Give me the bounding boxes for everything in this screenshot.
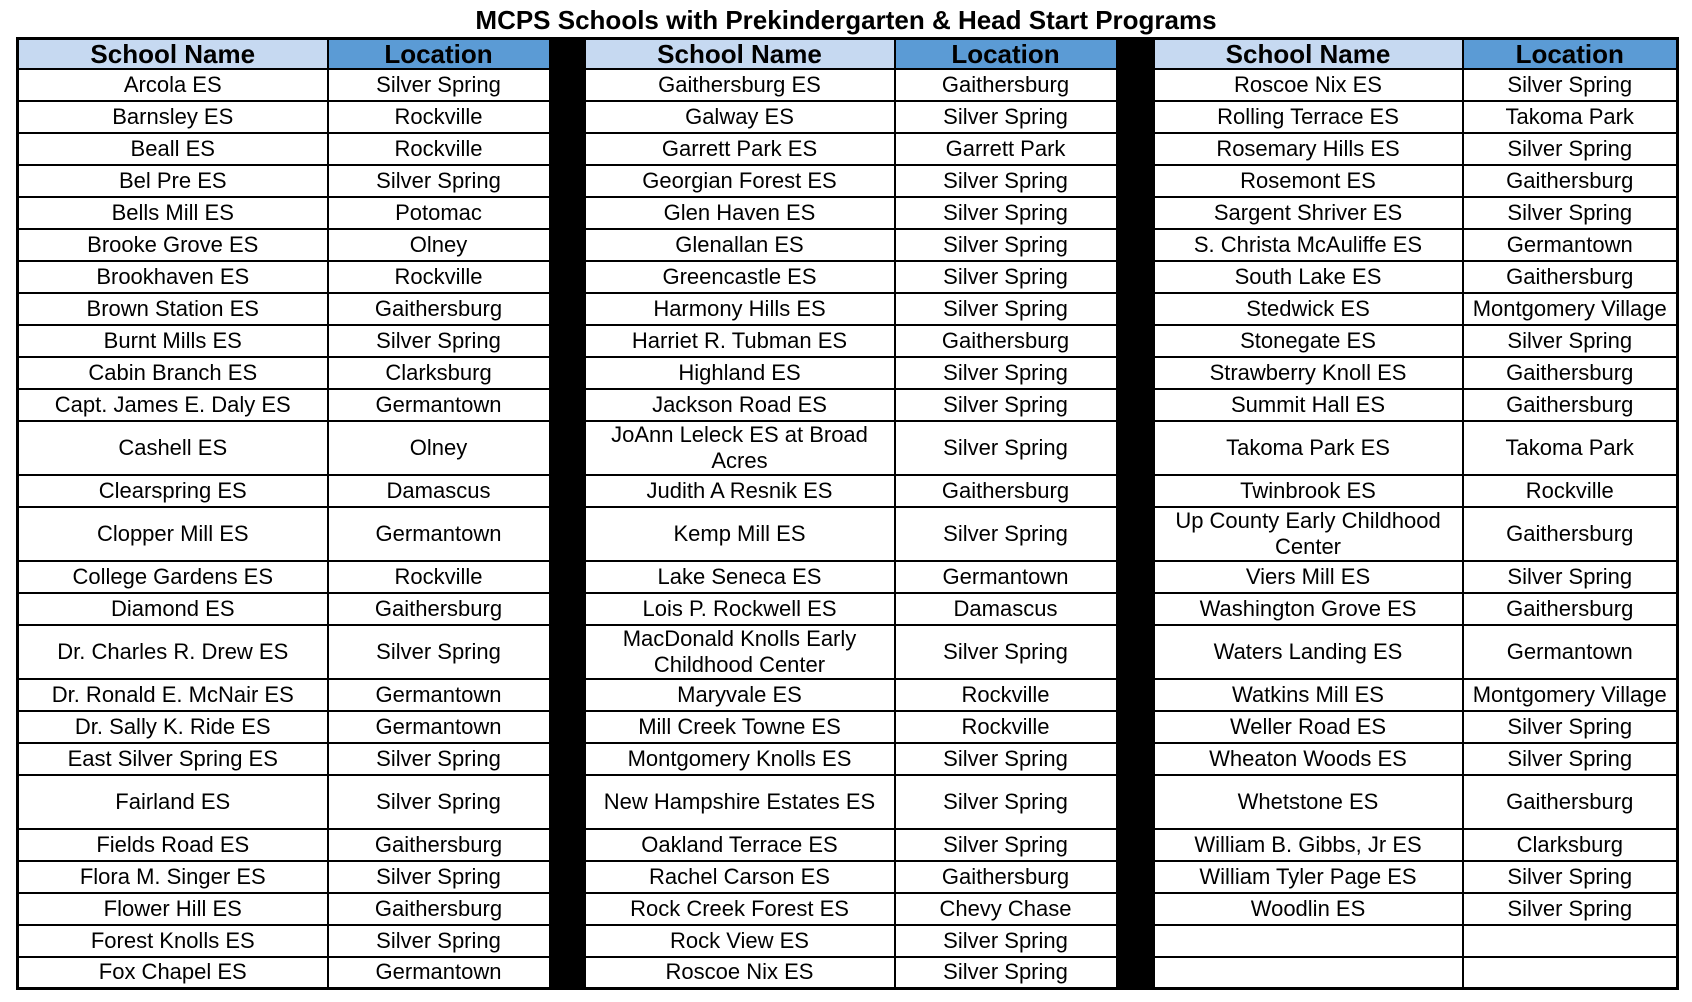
school-name-cell: Mill Creek Towne ES — [585, 711, 895, 743]
school-name-cell: Weller Road ES — [1154, 711, 1463, 743]
location-cell: Gaithersburg — [895, 325, 1117, 357]
table-row — [18, 775, 1678, 829]
location-cell: Silver Spring — [895, 101, 1117, 133]
school-name-cell: Sargent Shriver ES — [1154, 197, 1463, 229]
school-name-cell: Viers Mill ES — [1154, 561, 1463, 593]
location-cell: Rockville — [328, 101, 550, 133]
table-row — [18, 957, 1678, 989]
location-cell: Silver Spring — [895, 925, 1117, 957]
location-cell: Silver Spring — [1463, 561, 1678, 593]
school-name-cell: Gaithersburg ES — [585, 69, 895, 101]
location-cell: Olney — [328, 229, 550, 261]
school-name-cell: JoAnn Leleck ES at Broad Acres — [585, 421, 895, 475]
school-name-cell: Washington Grove ES — [1154, 593, 1463, 625]
school-name-cell: Strawberry Knoll ES — [1154, 357, 1463, 389]
school-name-cell: Garrett Park ES — [585, 133, 895, 165]
location-cell: Silver Spring — [895, 293, 1117, 325]
location-cell: Germantown — [1463, 229, 1678, 261]
school-name-cell: Cashell ES — [18, 421, 328, 475]
school-name-cell: Rock Creek Forest ES — [585, 893, 895, 925]
column-header-location: Location — [1463, 39, 1678, 69]
location-cell: Silver Spring — [895, 229, 1117, 261]
location-cell: Silver Spring — [328, 69, 550, 101]
school-name-cell: Roscoe Nix ES — [585, 957, 895, 989]
school-name-cell: Georgian Forest ES — [585, 165, 895, 197]
school-name-cell: Rock View ES — [585, 925, 895, 957]
school-name-cell: Rolling Terrace ES — [1154, 101, 1463, 133]
location-cell: Silver Spring — [895, 507, 1117, 561]
table-row — [18, 325, 1678, 357]
location-cell: Rockville — [895, 679, 1117, 711]
table-row — [18, 293, 1678, 325]
location-cell: Silver Spring — [895, 197, 1117, 229]
column-header-school-name: School Name — [18, 39, 328, 69]
school-name-cell: Fox Chapel ES — [18, 957, 328, 989]
location-cell — [1463, 925, 1678, 957]
location-cell: Germantown — [328, 679, 550, 711]
school-name-cell: Glenallan ES — [585, 229, 895, 261]
location-cell: Germantown — [328, 389, 550, 421]
location-cell: Rockville — [1463, 475, 1678, 507]
location-cell: Silver Spring — [895, 743, 1117, 775]
school-name-cell: South Lake ES — [1154, 261, 1463, 293]
column-header-location: Location — [895, 39, 1117, 69]
location-cell: Gaithersburg — [1463, 775, 1678, 829]
location-cell: Gaithersburg — [895, 69, 1117, 101]
location-cell: Gaithersburg — [1463, 261, 1678, 293]
school-name-cell: Forest Knolls ES — [18, 925, 328, 957]
school-name-cell: Lois P. Rockwell ES — [585, 593, 895, 625]
location-cell: Takoma Park — [1463, 421, 1678, 475]
location-cell: Gaithersburg — [1463, 593, 1678, 625]
location-cell: Rockville — [328, 133, 550, 165]
table-row — [18, 561, 1678, 593]
column-header-school-name: School Name — [1154, 39, 1463, 69]
school-name-cell: East Silver Spring ES — [18, 743, 328, 775]
table-row — [18, 893, 1678, 925]
location-cell: Silver Spring — [895, 775, 1117, 829]
school-name-cell: Whetstone ES — [1154, 775, 1463, 829]
location-cell: Silver Spring — [328, 625, 550, 679]
location-cell: Silver Spring — [1463, 133, 1678, 165]
school-name-cell: Rosemont ES — [1154, 165, 1463, 197]
location-cell: Silver Spring — [328, 325, 550, 357]
location-cell: Silver Spring — [1463, 711, 1678, 743]
table-row — [18, 69, 1678, 101]
location-cell: Montgomery Village — [1463, 293, 1678, 325]
location-cell: Gaithersburg — [1463, 389, 1678, 421]
header-row — [18, 39, 1678, 69]
school-name-cell: Highland ES — [585, 357, 895, 389]
table-row — [18, 261, 1678, 293]
school-name-cell: Jackson Road ES — [585, 389, 895, 421]
school-name-cell: Kemp Mill ES — [585, 507, 895, 561]
location-cell: Potomac — [328, 197, 550, 229]
table-row — [18, 197, 1678, 229]
school-name-cell: William B. Gibbs, Jr ES — [1154, 829, 1463, 861]
column-separator — [550, 39, 585, 989]
location-cell: Gaithersburg — [895, 475, 1117, 507]
school-name-cell: Fields Road ES — [18, 829, 328, 861]
school-name-cell: Burnt Mills ES — [18, 325, 328, 357]
school-name-cell: Bel Pre ES — [18, 165, 328, 197]
table-row — [18, 133, 1678, 165]
location-cell: Gaithersburg — [895, 861, 1117, 893]
school-name-cell: Arcola ES — [18, 69, 328, 101]
school-name-cell: Flora M. Singer ES — [18, 861, 328, 893]
school-name-cell: Brooke Grove ES — [18, 229, 328, 261]
location-cell: Germantown — [328, 957, 550, 989]
location-cell: Silver Spring — [895, 165, 1117, 197]
location-cell: Clarksburg — [1463, 829, 1678, 861]
school-name-cell — [1154, 925, 1463, 957]
school-name-cell: Dr. Ronald E. McNair ES — [18, 679, 328, 711]
table-row — [18, 357, 1678, 389]
school-name-cell: Dr. Sally K. Ride ES — [18, 711, 328, 743]
table-row — [18, 389, 1678, 421]
school-name-cell: College Gardens ES — [18, 561, 328, 593]
location-cell: Germantown — [328, 507, 550, 561]
table-row — [18, 679, 1678, 711]
location-cell: Gaithersburg — [328, 293, 550, 325]
column-separator — [1117, 39, 1154, 989]
school-name-cell: Woodlin ES — [1154, 893, 1463, 925]
school-name-cell: Twinbrook ES — [1154, 475, 1463, 507]
table-row — [18, 507, 1678, 561]
schools-table — [16, 37, 1679, 990]
location-cell: Gaithersburg — [328, 893, 550, 925]
location-cell: Rockville — [895, 711, 1117, 743]
location-cell: Gaithersburg — [1463, 357, 1678, 389]
location-cell: Silver Spring — [895, 389, 1117, 421]
school-name-cell: Bells Mill ES — [18, 197, 328, 229]
location-cell: Silver Spring — [328, 743, 550, 775]
school-name-cell: New Hampshire Estates ES — [585, 775, 895, 829]
school-name-cell: Rosemary Hills ES — [1154, 133, 1463, 165]
location-cell: Germantown — [328, 711, 550, 743]
school-name-cell — [1154, 957, 1463, 989]
location-cell: Rockville — [328, 561, 550, 593]
table-row — [18, 229, 1678, 261]
school-name-cell: Harmony Hills ES — [585, 293, 895, 325]
school-name-cell: Harriet R. Tubman ES — [585, 325, 895, 357]
table-row — [18, 861, 1678, 893]
location-cell: Olney — [328, 421, 550, 475]
column-header-location: Location — [328, 39, 550, 69]
column-header-school-name: School Name — [585, 39, 895, 69]
location-cell: Silver Spring — [895, 957, 1117, 989]
table-row — [18, 829, 1678, 861]
table-row — [18, 625, 1678, 679]
school-name-cell: Glen Haven ES — [585, 197, 895, 229]
school-name-cell: Clearspring ES — [18, 475, 328, 507]
location-cell: Silver Spring — [1463, 893, 1678, 925]
location-cell: Gaithersburg — [328, 829, 550, 861]
location-cell: Silver Spring — [328, 165, 550, 197]
school-name-cell: Diamond ES — [18, 593, 328, 625]
table-row — [18, 165, 1678, 197]
table-row — [18, 475, 1678, 507]
school-name-cell: Beall ES — [18, 133, 328, 165]
school-name-cell: Stonegate ES — [1154, 325, 1463, 357]
location-cell: Silver Spring — [895, 829, 1117, 861]
location-cell: Rockville — [328, 261, 550, 293]
location-cell: Garrett Park — [895, 133, 1117, 165]
location-cell: Silver Spring — [328, 861, 550, 893]
location-cell: Takoma Park — [1463, 101, 1678, 133]
school-name-cell: MacDonald Knolls Early Childhood Center — [585, 625, 895, 679]
location-cell: Silver Spring — [895, 261, 1117, 293]
school-name-cell: William Tyler Page ES — [1154, 861, 1463, 893]
school-name-cell: Barnsley ES — [18, 101, 328, 133]
table-row — [18, 421, 1678, 475]
location-cell: Germantown — [1463, 625, 1678, 679]
location-cell: Gaithersburg — [1463, 165, 1678, 197]
school-name-cell: Montgomery Knolls ES — [585, 743, 895, 775]
school-name-cell: Capt. James E. Daly ES — [18, 389, 328, 421]
school-name-cell: Waters Landing ES — [1154, 625, 1463, 679]
location-cell: Damascus — [895, 593, 1117, 625]
location-cell: Silver Spring — [895, 625, 1117, 679]
location-cell: Silver Spring — [1463, 197, 1678, 229]
school-name-cell: S. Christa McAuliffe ES — [1154, 229, 1463, 261]
location-cell: Silver Spring — [895, 421, 1117, 475]
location-cell: Silver Spring — [1463, 743, 1678, 775]
school-name-cell: Maryvale ES — [585, 679, 895, 711]
school-name-cell: Brown Station ES — [18, 293, 328, 325]
school-name-cell: Galway ES — [585, 101, 895, 133]
table-row — [18, 101, 1678, 133]
location-cell: Silver Spring — [895, 357, 1117, 389]
school-name-cell: Takoma Park ES — [1154, 421, 1463, 475]
school-name-cell: Brookhaven ES — [18, 261, 328, 293]
location-cell: Germantown — [895, 561, 1117, 593]
school-name-cell: Flower Hill ES — [18, 893, 328, 925]
location-cell: Montgomery Village — [1463, 679, 1678, 711]
table-body — [18, 39, 1678, 989]
table-row — [18, 711, 1678, 743]
school-name-cell: Clopper Mill ES — [18, 507, 328, 561]
school-name-cell: Stedwick ES — [1154, 293, 1463, 325]
location-cell — [1463, 957, 1678, 989]
school-name-cell: Rachel Carson ES — [585, 861, 895, 893]
school-name-cell: Wheaton Woods ES — [1154, 743, 1463, 775]
school-name-cell: Watkins Mill ES — [1154, 679, 1463, 711]
table-row — [18, 593, 1678, 625]
school-name-cell: Oakland Terrace ES — [585, 829, 895, 861]
location-cell: Silver Spring — [328, 925, 550, 957]
school-name-cell: Fairland ES — [18, 775, 328, 829]
location-cell: Silver Spring — [328, 775, 550, 829]
location-cell: Silver Spring — [1463, 69, 1678, 101]
school-name-cell: Lake Seneca ES — [585, 561, 895, 593]
school-name-cell: Dr. Charles R. Drew ES — [18, 625, 328, 679]
school-name-cell: Summit Hall ES — [1154, 389, 1463, 421]
page-title: MCPS Schools with Prekindergarten & Head Start Programs — [475, 5, 1217, 35]
location-cell: Damascus — [328, 475, 550, 507]
school-name-cell: Roscoe Nix ES — [1154, 69, 1463, 101]
school-name-cell: Greencastle ES — [585, 261, 895, 293]
table-row — [18, 743, 1678, 775]
location-cell: Chevy Chase — [895, 893, 1117, 925]
school-name-cell: Up County Early Childhood Center — [1154, 507, 1463, 561]
location-cell: Gaithersburg — [328, 593, 550, 625]
location-cell: Silver Spring — [1463, 861, 1678, 893]
location-cell: Silver Spring — [1463, 325, 1678, 357]
location-cell: Gaithersburg — [1463, 507, 1678, 561]
school-name-cell: Cabin Branch ES — [18, 357, 328, 389]
location-cell: Clarksburg — [328, 357, 550, 389]
table-row — [18, 925, 1678, 957]
school-name-cell: Judith A Resnik ES — [585, 475, 895, 507]
